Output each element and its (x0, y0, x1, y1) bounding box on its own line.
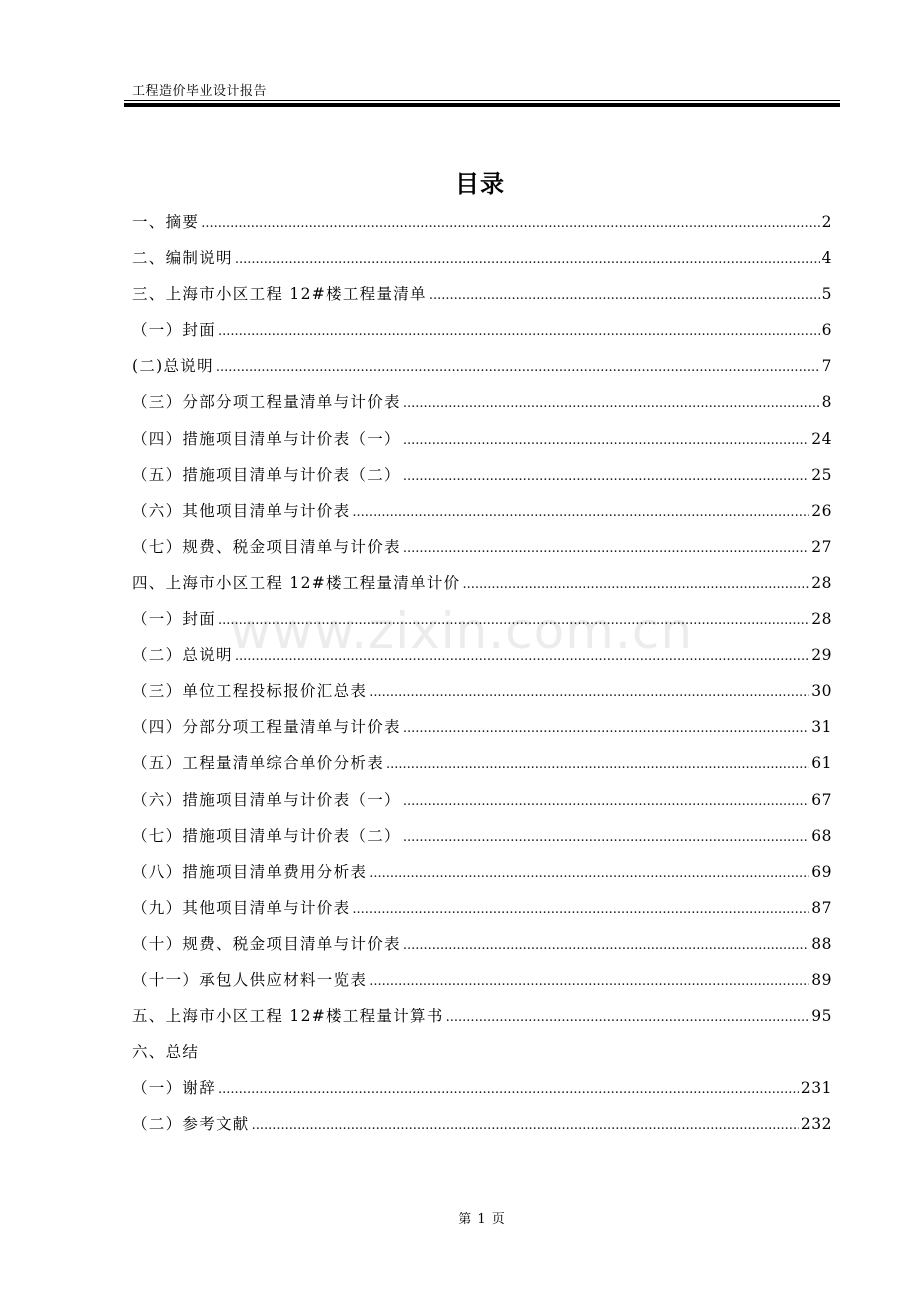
toc-entry[interactable] (132, 384, 832, 420)
toc-dot-leader (352, 892, 809, 928)
toc-dot-leader (403, 928, 809, 964)
toc-dot-leader (403, 459, 809, 495)
toc-dot-leader (252, 1108, 799, 1144)
toc-entry-label: （八）措施项目清单费用分析表 (132, 862, 368, 881)
toc-entry-label: （三）单位工程投标报价汇总表 (132, 682, 368, 701)
toc-dot-leader (218, 603, 809, 639)
toc-dot-leader (446, 1000, 810, 1036)
toc-dot-leader (218, 1072, 799, 1108)
toc-entry-label: （六）措施项目清单与计价表（一） (132, 790, 401, 809)
toc-entry-label: (二)总说明 (132, 357, 214, 376)
toc-entry-label: 四、上海市小区工程 12#楼工程量清单计价 (132, 573, 461, 592)
toc-entry[interactable] (132, 998, 832, 1034)
toc-entry[interactable] (132, 854, 832, 890)
toc-entry[interactable] (132, 457, 832, 493)
toc-entry-page-number: 231 (800, 1079, 832, 1098)
header-rule-thin (124, 100, 840, 101)
toc-dot-leader (429, 278, 820, 314)
toc-dot-leader (369, 856, 809, 892)
toc-entry[interactable] (132, 962, 832, 998)
toc-entry-page-number: 28 (811, 610, 832, 629)
toc-entry[interactable] (132, 204, 832, 240)
toc-entry-page-number: 89 (811, 970, 832, 989)
toc-entry-page-number: 31 (811, 718, 832, 737)
toc-entry-page-number: 68 (811, 826, 832, 845)
table-of-contents (132, 204, 832, 1142)
toc-entry-page-number: 61 (811, 754, 832, 773)
toc-entry[interactable] (132, 240, 832, 276)
toc-entry-label: （四）措施项目清单与计价表（一） (132, 429, 401, 448)
toc-entry-label: （五）措施项目清单与计价表（二） (132, 465, 401, 484)
toc-entry-label: 一、摘要 (132, 213, 200, 231)
toc-entry-page-number: 29 (811, 646, 832, 665)
header-rule-thick (124, 103, 840, 107)
toc-dot-leader (403, 386, 820, 422)
toc-dot-leader (462, 567, 809, 603)
toc-dot-leader (403, 531, 809, 567)
toc-dot-leader (216, 350, 820, 386)
toc-dot-leader (235, 242, 820, 278)
toc-entry-page-number: 87 (811, 898, 832, 917)
toc-entry[interactable] (132, 421, 832, 457)
toc-entry-page-number: 7 (821, 357, 832, 376)
page-footer: 第 1 页 (458, 1212, 506, 1227)
page-title: 目录 (455, 170, 505, 198)
toc-entry-label: （四）分部分项工程量清单与计价表 (132, 718, 401, 737)
toc-entry-label: （六）其他项目清单与计价表 (132, 501, 351, 520)
toc-dot-leader (369, 964, 809, 1000)
toc-entry[interactable] (132, 312, 832, 348)
toc-entry[interactable] (132, 276, 832, 312)
running-header: 工程造价毕业设计报告 (132, 84, 268, 99)
toc-entry[interactable] (132, 1034, 832, 1070)
toc-entry[interactable] (132, 782, 832, 818)
toc-entry[interactable] (132, 818, 832, 854)
toc-dot-leader (352, 495, 809, 531)
toc-entry-page-number: 27 (811, 537, 832, 556)
toc-entry-page-number: 26 (811, 501, 832, 520)
toc-entry[interactable] (132, 529, 832, 565)
toc-entry-page-number: 24 (811, 429, 832, 448)
toc-entry[interactable] (132, 565, 832, 601)
toc-entry-label: 三、上海市小区工程 12#楼工程量清单 (132, 285, 427, 304)
toc-entry-label: （五）工程量清单综合单价分析表 (132, 754, 385, 773)
toc-entry[interactable] (132, 348, 832, 384)
toc-entry-page-number: 6 (821, 321, 832, 340)
toc-entry-page-number: 67 (811, 790, 832, 809)
toc-entry-label: （一）谢辞 (132, 1079, 217, 1098)
toc-entry[interactable] (132, 1106, 832, 1142)
toc-entry-label: 五、上海市小区工程 12#楼工程量计算书 (132, 1007, 444, 1026)
toc-entry-page-number: 232 (800, 1115, 832, 1134)
toc-entry-label: （七）规费、税金项目清单与计价表 (132, 537, 401, 556)
toc-entry-label: （二）总说明 (132, 646, 233, 665)
toc-entry-page-number: 95 (811, 1007, 832, 1026)
toc-entry-label: 二、编制说明 (132, 249, 233, 268)
toc-entry-page-number: 8 (821, 393, 832, 412)
toc-entry-label: （一）封面 (132, 321, 217, 340)
toc-entry[interactable] (132, 601, 832, 637)
toc-entry-page-number: 25 (811, 465, 832, 484)
toc-entry-page-number: 30 (811, 682, 832, 701)
toc-entry-label: 六、总结 (132, 1043, 200, 1062)
toc-entry[interactable] (132, 890, 832, 926)
toc-entry-label: （一）封面 (132, 610, 217, 629)
toc-dot-leader (235, 639, 809, 675)
toc-dot-leader (201, 206, 819, 242)
toc-entry-page-number: 28 (811, 573, 832, 592)
toc-entry[interactable] (132, 709, 832, 745)
toc-entry-page-number: 69 (811, 862, 832, 881)
toc-entry-page-number: 88 (811, 934, 832, 953)
toc-dot-leader (386, 747, 809, 783)
toc-dot-leader (403, 711, 809, 747)
toc-entry-page-number: 4 (821, 249, 832, 268)
watermark: www.zixin.com.cn (230, 602, 694, 660)
toc-entry[interactable] (132, 493, 832, 529)
toc-entry-label: （三）分部分项工程量清单与计价表 (132, 393, 401, 412)
toc-entry-page-number: 5 (821, 285, 832, 304)
toc-dot-leader (403, 423, 809, 459)
toc-entry[interactable] (132, 673, 832, 709)
toc-entry-label: （七）措施项目清单与计价表（二） (132, 826, 401, 845)
toc-dot-leader (369, 675, 809, 711)
toc-entry-label: （十一）承包人供应材料一览表 (132, 970, 368, 989)
toc-dot-leader (403, 784, 809, 820)
toc-entry[interactable] (132, 637, 832, 673)
toc-entry-label: （二）参考文献 (132, 1115, 250, 1134)
toc-entry[interactable] (132, 745, 832, 781)
toc-entry-label: （九）其他项目清单与计价表 (132, 898, 351, 917)
toc-entry-page-number: 2 (821, 213, 832, 231)
toc-dot-leader (403, 820, 809, 856)
toc-entry[interactable] (132, 1070, 832, 1106)
toc-entry[interactable] (132, 926, 832, 962)
toc-dot-leader (218, 314, 820, 350)
toc-entry-label: （十）规费、税金项目清单与计价表 (132, 934, 401, 953)
